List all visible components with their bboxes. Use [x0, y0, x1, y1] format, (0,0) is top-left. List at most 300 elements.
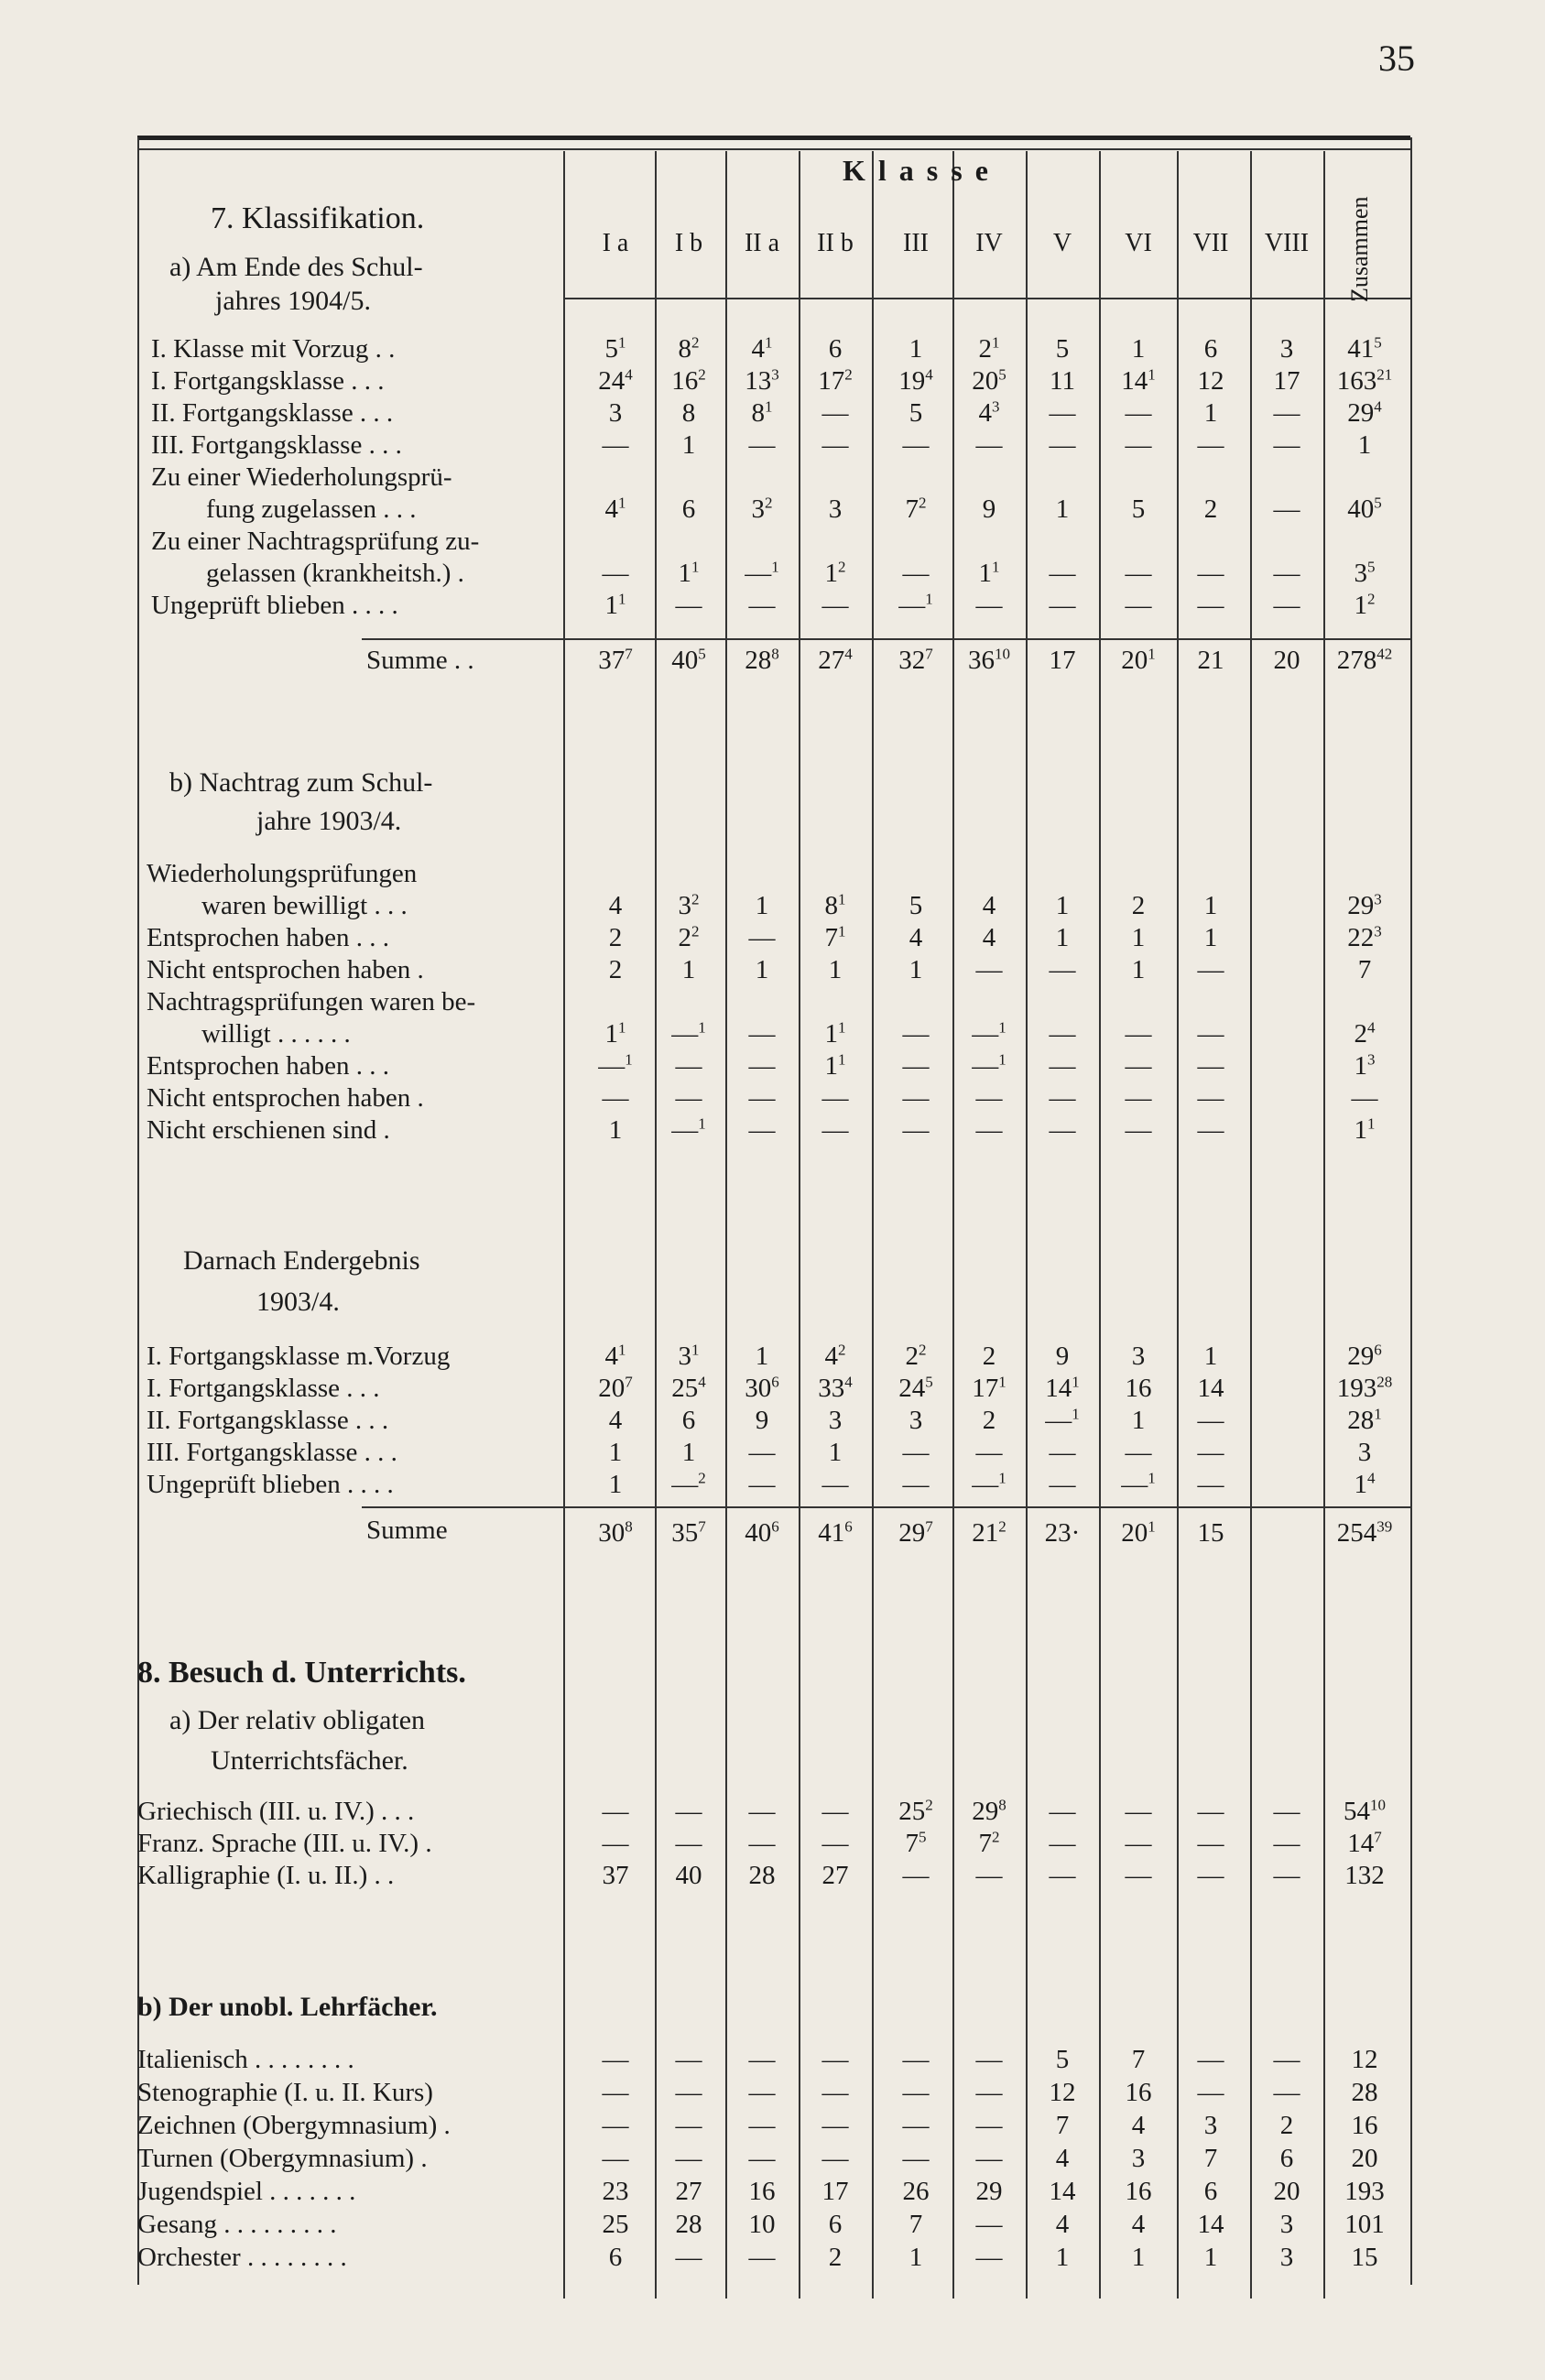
section8b-row-cell: —	[902, 2078, 930, 2107]
endergebnis-row-cell: $3^1$	[678, 1341, 700, 1371]
section7b-row-cell: —$^1$	[671, 1114, 706, 1145]
section8b-row-cell: 4	[1131, 2111, 1146, 2140]
section7b-row-cell: —	[902, 1083, 930, 1113]
klasse-heading: Klasse	[843, 154, 1001, 187]
section7b-row-cell: —	[1197, 1083, 1224, 1113]
section8b-row-cell: —	[975, 2243, 1003, 2272]
endergebnis-row-cell: —	[821, 1470, 849, 1499]
endergebnis-row-cell: 1	[1203, 1342, 1218, 1371]
section7b-row-cell: 1	[1131, 923, 1146, 952]
section7-row-cell: $7^2$	[905, 494, 927, 524]
section-7-title: 7. Klassifikation.	[211, 201, 425, 235]
section7b-row-cell: $2^4$	[1354, 1018, 1376, 1049]
endergebnis-row-cell: 2	[982, 1342, 996, 1371]
section8b-row-cell: —	[1273, 2045, 1300, 2074]
section7-row-cell: 9	[982, 494, 996, 524]
section7b-row-cell: 1	[755, 891, 769, 920]
section7b-row-cell: 1	[1203, 891, 1218, 920]
section7b-row-cell: $29^3$	[1347, 890, 1382, 920]
section7b-row-cell: $1^3$	[1354, 1050, 1376, 1081]
section7b-row-cell: 1	[1055, 923, 1070, 952]
section8b-row-cell: 10	[748, 2210, 776, 2239]
section7-row-cell: $8^1$	[751, 397, 773, 428]
endergebnis-row-cell: 3	[1131, 1342, 1146, 1371]
endergebnis-row-cell: $1^4$	[1354, 1469, 1376, 1499]
row-label: Gesang . . . . . . . . .	[137, 2210, 337, 2239]
section7-row-cell: —	[902, 430, 930, 460]
endergebnis-row-cell: 3	[909, 1406, 923, 1435]
column-header: III	[903, 229, 929, 257]
section7-row-cell: —	[1049, 430, 1076, 460]
column-header: VII	[1192, 229, 1229, 257]
section7-row-cell: $19^4$	[898, 365, 933, 396]
row-label: Griechisch (III. u. IV.) . . .	[137, 1797, 415, 1826]
section7b-row-cell: —	[975, 1083, 1003, 1113]
row-label: Zeichnen (Obergymnasium) .	[137, 2111, 451, 2140]
section8b-row-cell: —	[675, 2144, 702, 2173]
section8b-row-cell: 28	[675, 2210, 702, 2239]
section7b-row-cell: 4	[909, 923, 923, 952]
section7-summe-cell: 17	[1049, 646, 1076, 675]
section8b-row-cell: 26	[902, 2177, 930, 2206]
endergebnis-summe-cell: $254^{39}$	[1336, 1517, 1393, 1548]
section8b-row-cell: 7	[1203, 2144, 1218, 2173]
section7b-row-cell: —	[975, 955, 1003, 984]
section7b-row-cell: $1^1$	[604, 1018, 626, 1049]
section7b-row-cell: $3^2$	[678, 890, 700, 920]
section7-summe-cell: $36^{10}$	[968, 645, 1010, 675]
section7b-row-cell: 1	[1055, 891, 1070, 920]
section7b-row-cell: —	[902, 1019, 930, 1049]
column-rule	[1323, 151, 1325, 2298]
section8b-row-cell: 6	[608, 2243, 623, 2272]
column-rule	[1177, 151, 1179, 2298]
endergebnis-row-cell: —$^1$	[972, 1469, 1006, 1499]
section7-row-cell: 1	[1203, 398, 1218, 428]
row-label: willigt . . . . . .	[201, 1019, 351, 1049]
row-label: I. Fortgangsklasse . . .	[147, 1374, 380, 1403]
section8a-row-cell: —	[1273, 1829, 1300, 1858]
section8b-row-cell: —	[748, 2243, 776, 2272]
section8a-row-cell: —	[821, 1797, 849, 1826]
section8b-row-cell: 7	[1131, 2045, 1146, 2074]
endergebnis-title: Darnach Endergebnis	[183, 1245, 420, 1276]
section7b-row-cell: $22^3$	[1347, 922, 1382, 952]
section8b-row-cell: 4	[1131, 2210, 1146, 2239]
section8b-row-cell: —	[1273, 2078, 1300, 2107]
section7b-row-cell: —	[1197, 1115, 1224, 1145]
section7-row-cell: —	[602, 559, 629, 588]
row-label: Zu einer Nachtragsprüfung zu-	[151, 527, 480, 556]
section7-row-cell: 1	[909, 334, 923, 364]
section8a-row-cell: —	[821, 1829, 849, 1858]
section8a-row-cell: —	[902, 1861, 930, 1890]
section8b-row-cell: 4	[1055, 2144, 1070, 2173]
section7-summe-cell: $40^5$	[671, 645, 706, 675]
section7b-row-cell: —	[675, 1083, 702, 1113]
section-7a-title: a) Am Ende des Schul-	[169, 252, 423, 282]
section7b-row-cell: 1	[608, 1115, 623, 1145]
endergebnis-summe-cell: 15	[1197, 1518, 1224, 1548]
section8b-row-cell: 20	[1273, 2177, 1300, 2206]
section7-summe-cell: $32^7$	[898, 645, 933, 675]
endergebnis-row-cell: 3	[1357, 1438, 1372, 1467]
section7b-row-cell: —	[748, 1019, 776, 1049]
section8a-row-cell: —	[1273, 1861, 1300, 1890]
section7-row-cell: $40^5$	[1347, 494, 1382, 524]
section8b-row-cell: 1	[1131, 2243, 1146, 2272]
section7-row-cell: $4^3$	[978, 397, 1000, 428]
endergebnis-row-cell: $24^5$	[898, 1373, 933, 1403]
section7-summe-cell: $20^1$	[1121, 645, 1156, 675]
column-header: II a	[744, 229, 780, 257]
endergebnis-row-cell: —	[902, 1470, 930, 1499]
section7b-row-cell: —	[1049, 1019, 1076, 1049]
endergebnis-row-cell: —	[1049, 1470, 1076, 1499]
section7-row-cell: —	[675, 591, 702, 620]
row-label: gelassen (krankheitsh.) .	[206, 559, 464, 588]
column-rule	[563, 151, 565, 2298]
endergebnis-row-cell: 9	[1055, 1342, 1070, 1371]
endergebnis-row-cell: 1	[608, 1470, 623, 1499]
section8b-row-cell: —	[975, 2045, 1003, 2074]
section8a-row-cell: 27	[821, 1861, 849, 1890]
section8b-row-cell: 12	[1351, 2045, 1378, 2074]
section8b-row-cell: 3	[1131, 2144, 1146, 2173]
endergebnis-row-cell: —	[902, 1438, 930, 1467]
section7-row-cell: $1^1$	[604, 590, 626, 620]
section7b-row-cell: —	[1197, 1019, 1224, 1049]
section8a-row-cell: —	[1125, 1861, 1152, 1890]
section7b-row-cell: —	[1125, 1051, 1152, 1081]
section8b-row-cell: 16	[1351, 2111, 1378, 2140]
endergebnis-summe-cell: $40^6$	[745, 1517, 779, 1548]
column-header: V	[1052, 229, 1072, 257]
summe-rule	[362, 638, 1410, 640]
endergebnis-row-cell: —	[1197, 1438, 1224, 1467]
section7-row-cell: 1	[1131, 334, 1146, 364]
section7b-row-cell: —$^1$	[671, 1018, 706, 1049]
section8a-row-cell: $7^5$	[905, 1828, 927, 1858]
section8a-row-cell: $14^7$	[1347, 1828, 1382, 1858]
section8b-row-cell: —	[602, 2111, 629, 2140]
section7-summe-cell: $28^8$	[745, 645, 779, 675]
section8b-row-cell: —	[748, 2144, 776, 2173]
endergebnis-row-cell: —	[1197, 1406, 1224, 1435]
row-label: Nachtragsprüfungen waren be-	[147, 987, 476, 1016]
endergebnis-row-cell: $2^2$	[905, 1341, 927, 1371]
section8b-row-cell: 193	[1344, 2177, 1385, 2206]
row-label: Ungeprüft blieben . . . .	[151, 591, 398, 620]
section8b-row-cell: 3	[1203, 2111, 1218, 2140]
section7b-row-cell: —	[675, 1051, 702, 1081]
section7-row-cell: —	[1197, 430, 1224, 460]
endergebnis-summe-cell: $35^7$	[671, 1517, 706, 1548]
summe-label: Summe . .	[366, 646, 474, 675]
section8b-row-cell: 29	[975, 2177, 1003, 2206]
section7-row-cell: 1	[1055, 494, 1070, 524]
zusammen-heading: Zusammen	[1346, 196, 1373, 302]
section7-row-cell: —	[602, 430, 629, 460]
section7-row-cell: $4^1$	[751, 333, 773, 364]
section7b-row-cell: 1	[1203, 923, 1218, 952]
section7b-row-cell: $1^1$	[824, 1050, 846, 1081]
section7b-row-cell: —	[1049, 1051, 1076, 1081]
section7-row-cell: $3^5$	[1354, 558, 1376, 588]
endergebnis-row-cell: —	[1197, 1470, 1224, 1499]
section8b-row-cell: —	[675, 2045, 702, 2074]
row-label: Zu einer Wiederholungsprü-	[151, 462, 452, 492]
section8b-row-cell: —	[748, 2045, 776, 2074]
section7-row-cell: 3	[828, 494, 843, 524]
section8b-row-cell: —	[1197, 2045, 1224, 2074]
section7-row-cell: —	[1273, 398, 1300, 428]
section7-row-cell: —	[1049, 398, 1076, 428]
endergebnis-row-cell: $193^{28}$	[1336, 1373, 1393, 1403]
section7b-row-cell: $2^2$	[678, 922, 700, 952]
section8b-row-cell: 16	[1125, 2177, 1152, 2206]
section8a-row-cell: 132	[1344, 1861, 1385, 1890]
section7b-row-cell: —	[1125, 1083, 1152, 1113]
endergebnis-row-cell: 3	[828, 1406, 843, 1435]
section8b-row-cell: 16	[748, 2177, 776, 2206]
section7-row-cell: —	[1197, 559, 1224, 588]
section8b-row-cell: —	[902, 2144, 930, 2173]
section8b-row-cell: 6	[1203, 2177, 1218, 2206]
endergebnis-summe-cell: $20^1$	[1121, 1517, 1156, 1548]
section8b-row-cell: 4	[1055, 2210, 1070, 2239]
section8b-row-cell: —	[975, 2111, 1003, 2140]
section7-row-cell: —$^1$	[898, 590, 933, 620]
row-label: III. Fortgangsklasse . . .	[147, 1438, 397, 1467]
row-label: II. Fortgangsklasse . . .	[151, 398, 394, 428]
section7-row-cell: —	[1273, 494, 1300, 524]
row-label: fung zugelassen . . .	[206, 494, 417, 524]
endergebnis-row-cell: —	[748, 1470, 776, 1499]
section7b-row-cell: —	[748, 1051, 776, 1081]
section7-row-cell: —	[1125, 398, 1152, 428]
endergebnis-row-cell: $33^4$	[818, 1373, 853, 1403]
section7-row-cell: —	[1125, 591, 1152, 620]
column-rule	[1410, 137, 1412, 2285]
section8b-row-cell: 1	[909, 2243, 923, 2272]
section7-row-cell: —$^1$	[745, 558, 779, 588]
section-8a-title-2: Unterrichtsfächer.	[211, 1745, 408, 1776]
section7b-row-cell: —	[902, 1115, 930, 1145]
section8b-row-cell: 28	[1351, 2078, 1378, 2107]
section7-row-cell: —	[1273, 591, 1300, 620]
page-number: 35	[1378, 38, 1415, 79]
section8b-row-cell: —	[821, 2045, 849, 2074]
section7-row-cell: —	[1197, 591, 1224, 620]
section8b-row-cell: —	[602, 2078, 629, 2107]
endergebnis-row-cell: 2	[982, 1406, 996, 1435]
section7-row-cell: 6	[828, 334, 843, 364]
row-label: Italienisch . . . . . . . .	[137, 2045, 354, 2074]
section7-row-cell: —	[975, 430, 1003, 460]
header-bottom-rule	[563, 298, 1410, 299]
section7b-row-cell: —	[1125, 1019, 1152, 1049]
section7-row-cell: —	[821, 430, 849, 460]
section7-row-cell: 17	[1273, 366, 1300, 396]
section7b-row-cell: 1	[755, 955, 769, 984]
section8b-row-cell: 17	[821, 2177, 849, 2206]
section7-row-cell: —	[1049, 591, 1076, 620]
section7-row-cell: —	[1273, 559, 1300, 588]
section7-row-cell: $1^1$	[978, 558, 1000, 588]
section7-row-cell: $2^1$	[978, 333, 1000, 364]
section7-row-cell: —	[1125, 430, 1152, 460]
section8b-row-cell: 3	[1279, 2210, 1294, 2239]
section7b-row-cell: —	[1197, 1051, 1224, 1081]
endergebnis-row-cell: $14^1$	[1045, 1373, 1080, 1403]
section7b-row-cell: $1^1$	[1354, 1114, 1376, 1145]
endergebnis-row-cell: 6	[681, 1406, 696, 1435]
endergebnis-row-cell: 1	[681, 1438, 696, 1467]
section8a-row-cell: —	[1049, 1797, 1076, 1826]
endergebnis-row-cell: —	[1049, 1438, 1076, 1467]
section7-row-cell: $16^2$	[671, 365, 706, 396]
section7-row-cell: 3	[608, 398, 623, 428]
endergebnis-row-cell: —$^1$	[1045, 1405, 1080, 1435]
section7b-row-cell: $7^1$	[824, 922, 846, 952]
column-header: I b	[674, 229, 703, 257]
column-rule	[1026, 151, 1028, 2298]
section8a-row-cell: —	[1197, 1861, 1224, 1890]
section7b-row-cell: 2	[608, 923, 623, 952]
section7b-row-cell: —	[748, 1115, 776, 1145]
section7-row-cell: —	[902, 559, 930, 588]
section7b-row-cell: —$^1$	[598, 1050, 633, 1081]
section7-row-cell: —	[975, 591, 1003, 620]
row-label: Orchester . . . . . . . .	[137, 2243, 347, 2272]
endergebnis-row-cell: —	[1125, 1438, 1152, 1467]
section7b-row-cell: 5	[909, 891, 923, 920]
endergebnis-row-cell: —$^1$	[1121, 1469, 1156, 1499]
row-label: Stenographie (I. u. II. Kurs)	[137, 2078, 433, 2107]
section-8-title: 8. Besuch d. Unterrichts.	[137, 1656, 466, 1690]
endergebnis-row-cell: 1	[755, 1342, 769, 1371]
section7-summe-cell: $37^7$	[598, 645, 633, 675]
column-header: IV	[975, 229, 1003, 257]
section8a-row-cell: —	[1049, 1829, 1076, 1858]
column-rule	[1250, 151, 1252, 2298]
column-rule	[655, 151, 657, 2298]
endergebnis-row-cell: 16	[1125, 1374, 1152, 1403]
endergebnis-row-cell: —$^2$	[671, 1469, 706, 1499]
section8a-row-cell: $29^8$	[972, 1796, 1006, 1826]
section-7b-title: b) Nachtrag zum Schul-	[169, 767, 433, 798]
endergebnis-row-cell: 4	[608, 1406, 623, 1435]
section7-row-cell: 6	[681, 494, 696, 524]
section8b-row-cell: 2	[828, 2243, 843, 2272]
endergebnis-row-cell: 1	[1131, 1406, 1146, 1435]
section7b-row-cell: 4	[608, 891, 623, 920]
section7b-row-cell: —	[1351, 1083, 1378, 1113]
section8b-row-cell: —	[902, 2045, 930, 2074]
section8b-row-cell: 101	[1344, 2210, 1385, 2239]
section8a-row-cell: —	[748, 1829, 776, 1858]
section7b-row-cell: —	[902, 1051, 930, 1081]
section8b-row-cell: —	[975, 2144, 1003, 2173]
endergebnis-row-cell: $29^6$	[1347, 1341, 1382, 1371]
section7b-row-cell: 2	[1131, 891, 1146, 920]
endergebnis-row-cell: $25^4$	[671, 1373, 706, 1403]
endergebnis-row-cell: —	[748, 1438, 776, 1467]
section8b-row-cell: —	[602, 2045, 629, 2074]
row-label: I. Fortgangsklasse . . .	[151, 366, 385, 396]
section7b-row-cell: 1	[1131, 955, 1146, 984]
section8b-row-cell: 5	[1055, 2045, 1070, 2074]
section8a-row-cell: —	[1273, 1797, 1300, 1826]
endergebnis-row-cell: —	[975, 1438, 1003, 1467]
endergebnis-row-cell: $17^1$	[972, 1373, 1006, 1403]
section8b-row-cell: 6	[1279, 2144, 1294, 2173]
section8b-row-cell: 20	[1351, 2144, 1378, 2173]
section7b-row-cell: —	[1049, 1083, 1076, 1113]
endergebnis-summe-cell: 23·	[1044, 1518, 1081, 1548]
section7b-row-cell: 2	[608, 955, 623, 984]
endergebnis-summe-cell: $21^2$	[972, 1517, 1006, 1548]
row-label: Nicht erschienen sind .	[147, 1115, 390, 1145]
section7b-row-cell: —	[975, 1115, 1003, 1145]
row-label: waren bewilligt . . .	[201, 891, 408, 920]
section8b-row-cell: 14	[1197, 2210, 1224, 2239]
section7-row-cell: —	[1125, 559, 1152, 588]
section7b-row-cell: —	[748, 1083, 776, 1113]
section8a-row-cell: 28	[748, 1861, 776, 1890]
header-rule	[137, 148, 1410, 150]
row-label: Turnen (Obergymnasium) .	[137, 2144, 428, 2173]
section7b-row-cell: 4	[982, 923, 996, 952]
section8a-row-cell: $25^2$	[898, 1796, 933, 1826]
column-rule	[137, 137, 139, 2285]
section8a-row-cell: —	[1197, 1797, 1224, 1826]
section8a-row-cell: $7^2$	[978, 1828, 1000, 1858]
row-label: I. Fortgangsklasse m.Vorzug	[147, 1342, 451, 1371]
section8b-row-cell: 6	[828, 2210, 843, 2239]
section8a-row-cell: —	[675, 1797, 702, 1826]
section8b-row-cell: —	[675, 2111, 702, 2140]
section8b-row-cell: 16	[1125, 2078, 1152, 2107]
section-8a-title: a) Der relativ obligaten	[169, 1705, 426, 1735]
section7-row-cell: 11	[1050, 366, 1075, 396]
section8a-row-cell: —	[602, 1829, 629, 1858]
section-7b-title-2: jahre 1903/4.	[256, 806, 402, 836]
section7-row-cell: —	[821, 398, 849, 428]
section7-row-cell: $8^2$	[678, 333, 700, 364]
column-rule	[799, 151, 800, 2298]
column-rule	[1099, 151, 1101, 2298]
endergebnis-summe-cell: $30^8$	[598, 1517, 633, 1548]
section7-row-cell: 5	[1055, 334, 1070, 364]
section8b-row-cell: 23	[602, 2177, 629, 2206]
section8b-row-cell: 2	[1279, 2111, 1294, 2140]
section7-row-cell: —	[1273, 430, 1300, 460]
section7-row-cell: 5	[909, 398, 923, 428]
row-label: Kalligraphie (I. u. II.) . .	[137, 1861, 395, 1890]
section7-summe-cell: 21	[1197, 646, 1224, 675]
section7-row-cell: $14^1$	[1121, 365, 1156, 396]
endergebnis-summe-cell: $41^6$	[818, 1517, 853, 1548]
section8a-row-cell: 40	[675, 1861, 702, 1890]
row-label: Nicht entsprochen haben .	[147, 1083, 424, 1113]
section8b-row-cell: —	[675, 2243, 702, 2272]
section8a-row-cell: —	[675, 1829, 702, 1858]
endergebnis-row-cell: $30^6$	[745, 1373, 779, 1403]
endergebnis-summe-cell: $29^7$	[898, 1517, 933, 1548]
section8b-row-cell: 14	[1049, 2177, 1076, 2206]
